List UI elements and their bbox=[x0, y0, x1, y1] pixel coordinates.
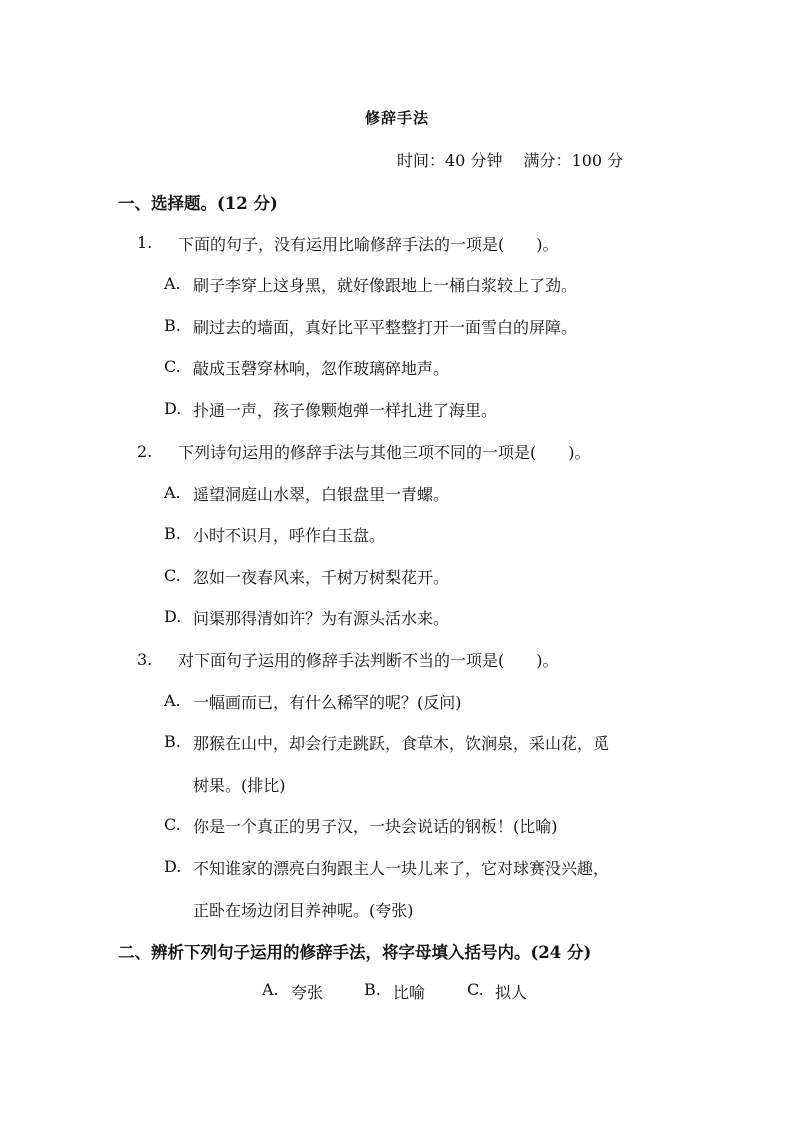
option-text: 那猴在山中，却会行走跳跃，食草木，饮涧泉，采山花，觅 bbox=[193, 734, 610, 753]
option-text: 小时不识月，呼作白玉盘。 bbox=[193, 526, 386, 545]
option-text: 遥望洞庭山水翠，白银盘里一青螺。 bbox=[193, 485, 450, 504]
option-label: C. bbox=[164, 357, 181, 376]
question-text: 对下面句子运用的修辞手法判断不当的一项是( )。 bbox=[178, 651, 559, 670]
section-heading: 一、选择题。(12 分) bbox=[118, 194, 278, 213]
option-label: A. bbox=[164, 274, 181, 293]
choice-text: 夸张 bbox=[291, 983, 324, 1002]
page-title: 修辞手法 bbox=[364, 109, 429, 127]
option-label: B. bbox=[164, 524, 181, 543]
choice-text: 比喻 bbox=[393, 983, 426, 1002]
choice-label: A. bbox=[262, 980, 279, 999]
section-heading: 二、辨析下列句子运用的修辞手法，将字母填入括号内。(24 分) bbox=[118, 943, 592, 962]
option-text: 刷过去的墙面，真好比平平整整打开一面雪白的屏障。 bbox=[193, 318, 578, 337]
time-score-info: 时间：40 分钟 满分：100 分 bbox=[397, 151, 624, 170]
option-text-continued: 正卧在场边闭目养神呢。(夸张) bbox=[193, 901, 414, 920]
option-text-continued: 树果。(排比) bbox=[193, 776, 286, 795]
option-text: 问渠那得清如许？为有源头活水来。 bbox=[193, 609, 450, 628]
option-label: A. bbox=[164, 691, 181, 710]
option-text: 不知谁家的漂亮白狗跟主人一块儿来了，它对球赛没兴趣， bbox=[193, 859, 610, 878]
option-text: 忽如一夜春风来，千树万树梨花开。 bbox=[193, 568, 450, 587]
question-text: 下列诗句运用的修辞手法与其他三项不同的一项是( )。 bbox=[178, 443, 591, 462]
option-text: 一幅画而已，有什么稀罕的呢？(反问) bbox=[193, 693, 462, 712]
option-label: D. bbox=[164, 607, 182, 626]
question-number: 2. bbox=[137, 442, 153, 461]
question-number: 3. bbox=[137, 650, 153, 669]
option-label: C. bbox=[164, 566, 181, 585]
question-number: 1. bbox=[137, 233, 153, 252]
choice-label: C. bbox=[467, 980, 484, 999]
option-label: D. bbox=[164, 857, 182, 876]
option-label: A. bbox=[164, 483, 181, 502]
option-label: B. bbox=[164, 316, 181, 335]
option-label: D. bbox=[164, 399, 182, 418]
option-text: 扑通一声，孩子像颗炮弹一样扎进了海里。 bbox=[193, 401, 498, 420]
option-text: 刷子李穿上这身黑，就好像跟地上一桶白浆较上了劲。 bbox=[193, 276, 578, 295]
option-text: 你是一个真正的男子汉，一块会说话的钢板！(比喻) bbox=[193, 817, 558, 836]
question-text: 下面的句子，没有运用比喻修辞手法的一项是( )。 bbox=[178, 235, 559, 254]
option-text: 敲成玉磬穿林响，忽作玻璃碎地声。 bbox=[193, 359, 450, 378]
choice-label: B. bbox=[364, 980, 381, 999]
option-label: C. bbox=[164, 815, 181, 834]
choice-text: 拟人 bbox=[495, 983, 528, 1002]
option-label: B. bbox=[164, 732, 181, 751]
